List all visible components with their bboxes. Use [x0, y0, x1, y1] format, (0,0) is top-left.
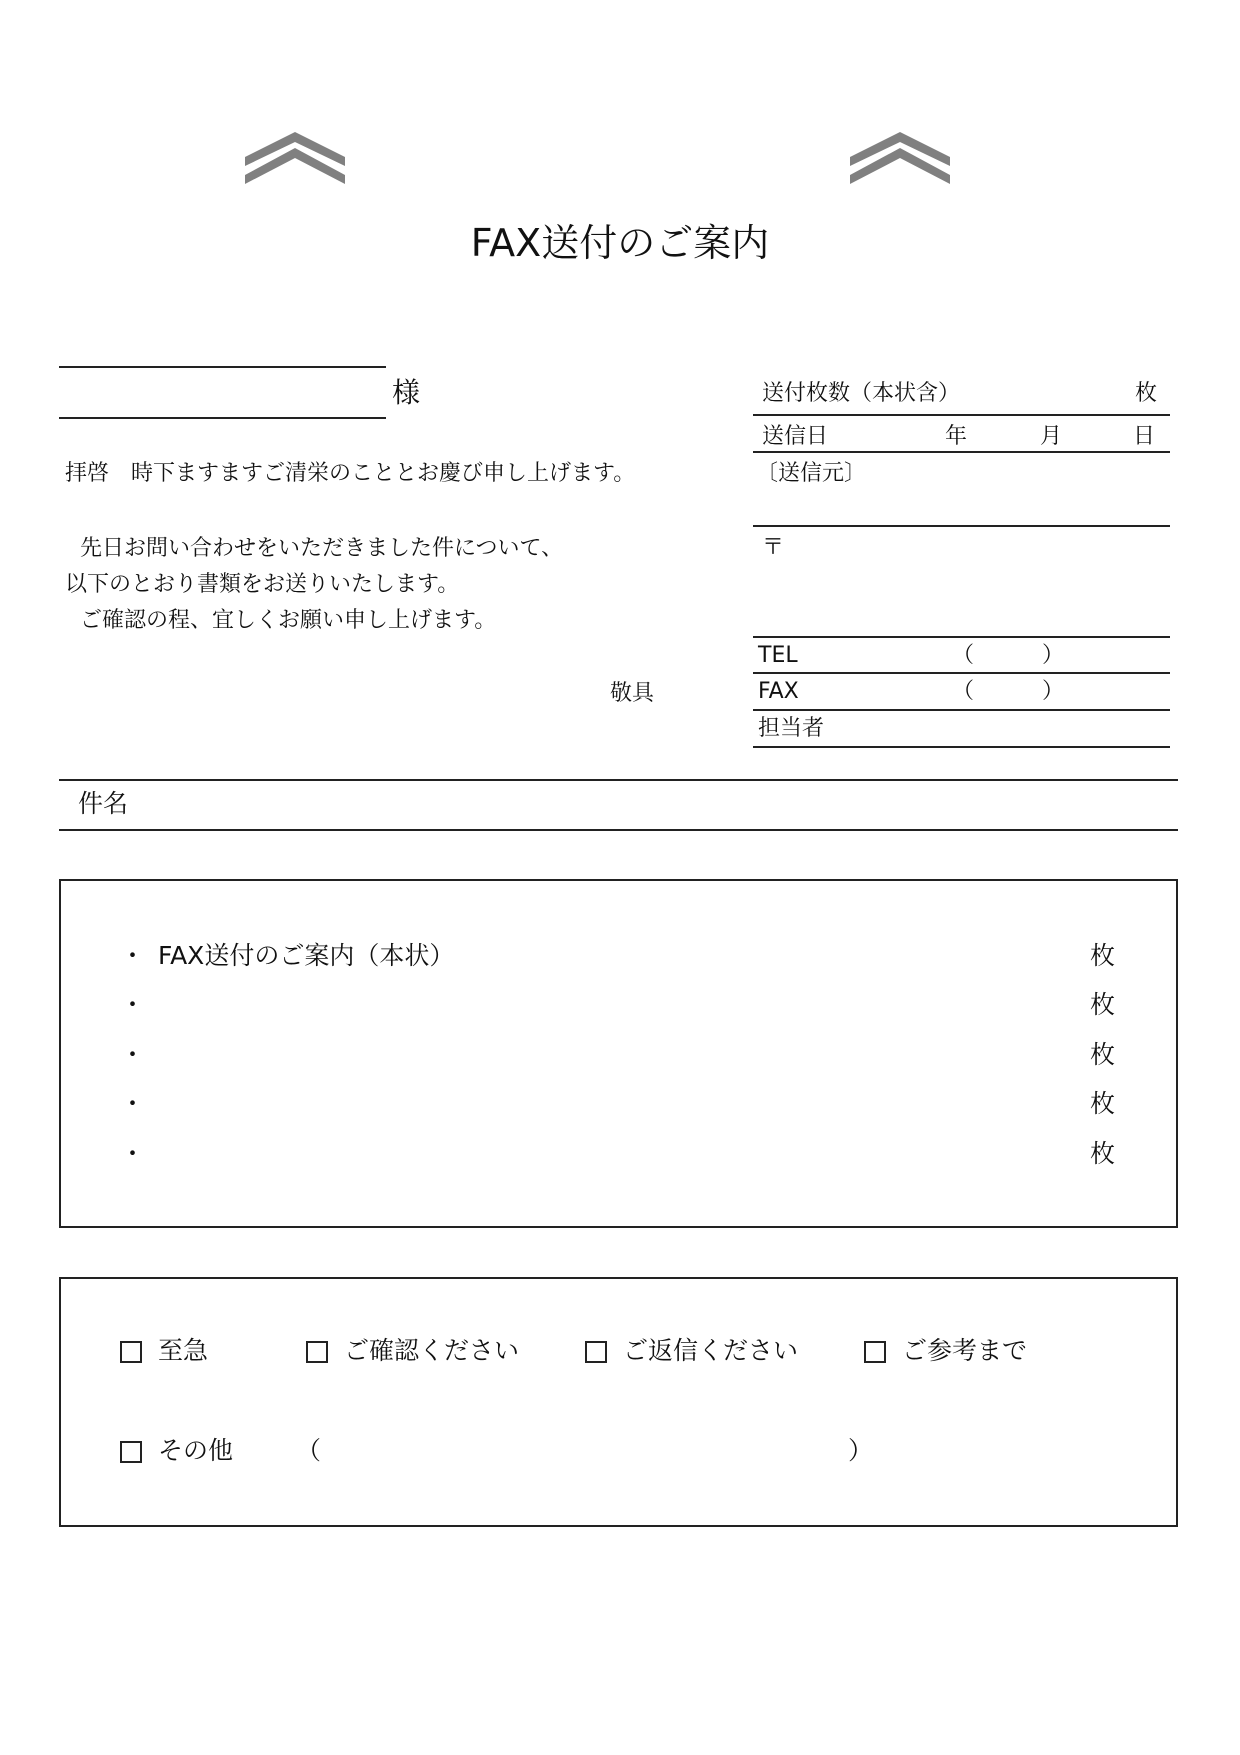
paren: （ [952, 679, 975, 704]
document-unit: 枚 [1090, 1139, 1116, 1168]
contact-label: 担当者 [758, 716, 825, 741]
document-bullet: ・ [120, 1139, 146, 1168]
paren: ） [848, 1436, 874, 1465]
divider [753, 746, 1170, 748]
postal-mark: 〒 [762, 535, 785, 560]
recipient-line [59, 417, 386, 419]
divider [753, 414, 1170, 416]
page-title: FAX送付のご案内 [470, 221, 770, 265]
document-bullet: ・ [120, 1040, 146, 1069]
document-unit: 枚 [1090, 1089, 1116, 1118]
date-label: 送信日 [762, 424, 829, 449]
closing: 敬具 [610, 681, 655, 706]
divider [753, 672, 1170, 674]
recipient-suffix: 様 [392, 376, 421, 409]
recipient-line [59, 366, 386, 368]
confirm-label: ご確認ください [344, 1336, 520, 1365]
fax-label: FAX [758, 679, 799, 704]
month-label: 月 [1040, 424, 1063, 449]
document-bullet: ・ [120, 941, 146, 970]
paren: ） [1042, 643, 1065, 668]
chevron-up-icon [245, 132, 345, 184]
urgent-label: 至急 [158, 1336, 209, 1365]
day-label: 日 [1133, 424, 1156, 449]
other-label: その他 [158, 1436, 234, 1465]
paren: （ [952, 643, 975, 668]
divider [753, 636, 1170, 638]
document-bullet: ・ [120, 990, 146, 1019]
divider [753, 709, 1170, 711]
documents-box [59, 879, 1178, 1228]
pages-label: 送付枚数（本状含） [762, 381, 961, 406]
paren: （ [296, 1436, 322, 1465]
year-label: 年 [945, 424, 968, 449]
document-unit: 枚 [1090, 990, 1116, 1019]
divider [753, 451, 1170, 453]
divider [753, 525, 1170, 527]
reply-checkbox[interactable] [585, 1341, 607, 1363]
greeting-line: 拝啓 時下ますますご清栄のこととお慶び申し上げます。 [65, 461, 636, 486]
document-unit: 枚 [1090, 1040, 1116, 1069]
reference-label: ご参考まで [902, 1336, 1028, 1365]
body-line: 以下のとおり書類をお送りいたします。 [65, 572, 460, 597]
paren: ） [1042, 679, 1065, 704]
reply-label: ご返信ください [623, 1336, 799, 1365]
document-unit: 枚 [1090, 941, 1116, 970]
tel-label: TEL [758, 643, 798, 668]
document-bullet: ・ [120, 1089, 146, 1118]
options-box [59, 1277, 1178, 1527]
confirm-checkbox[interactable] [306, 1341, 328, 1363]
divider [59, 829, 1178, 831]
chevron-up-icon [850, 132, 950, 184]
other-checkbox[interactable] [120, 1441, 142, 1463]
subject-label: 件名 [78, 789, 129, 818]
from-label: 〔送信元〕 [756, 461, 867, 486]
document-item: FAX送付のご案内（本状） [158, 941, 455, 970]
pages-unit: 枚 [1135, 381, 1158, 406]
body-line: 先日お問い合わせをいただきました件について、 [80, 536, 564, 561]
reference-checkbox[interactable] [864, 1341, 886, 1363]
divider [59, 779, 1178, 781]
urgent-checkbox[interactable] [120, 1341, 142, 1363]
body-line: ご確認の程、宜しくお願い申し上げます。 [80, 608, 497, 633]
